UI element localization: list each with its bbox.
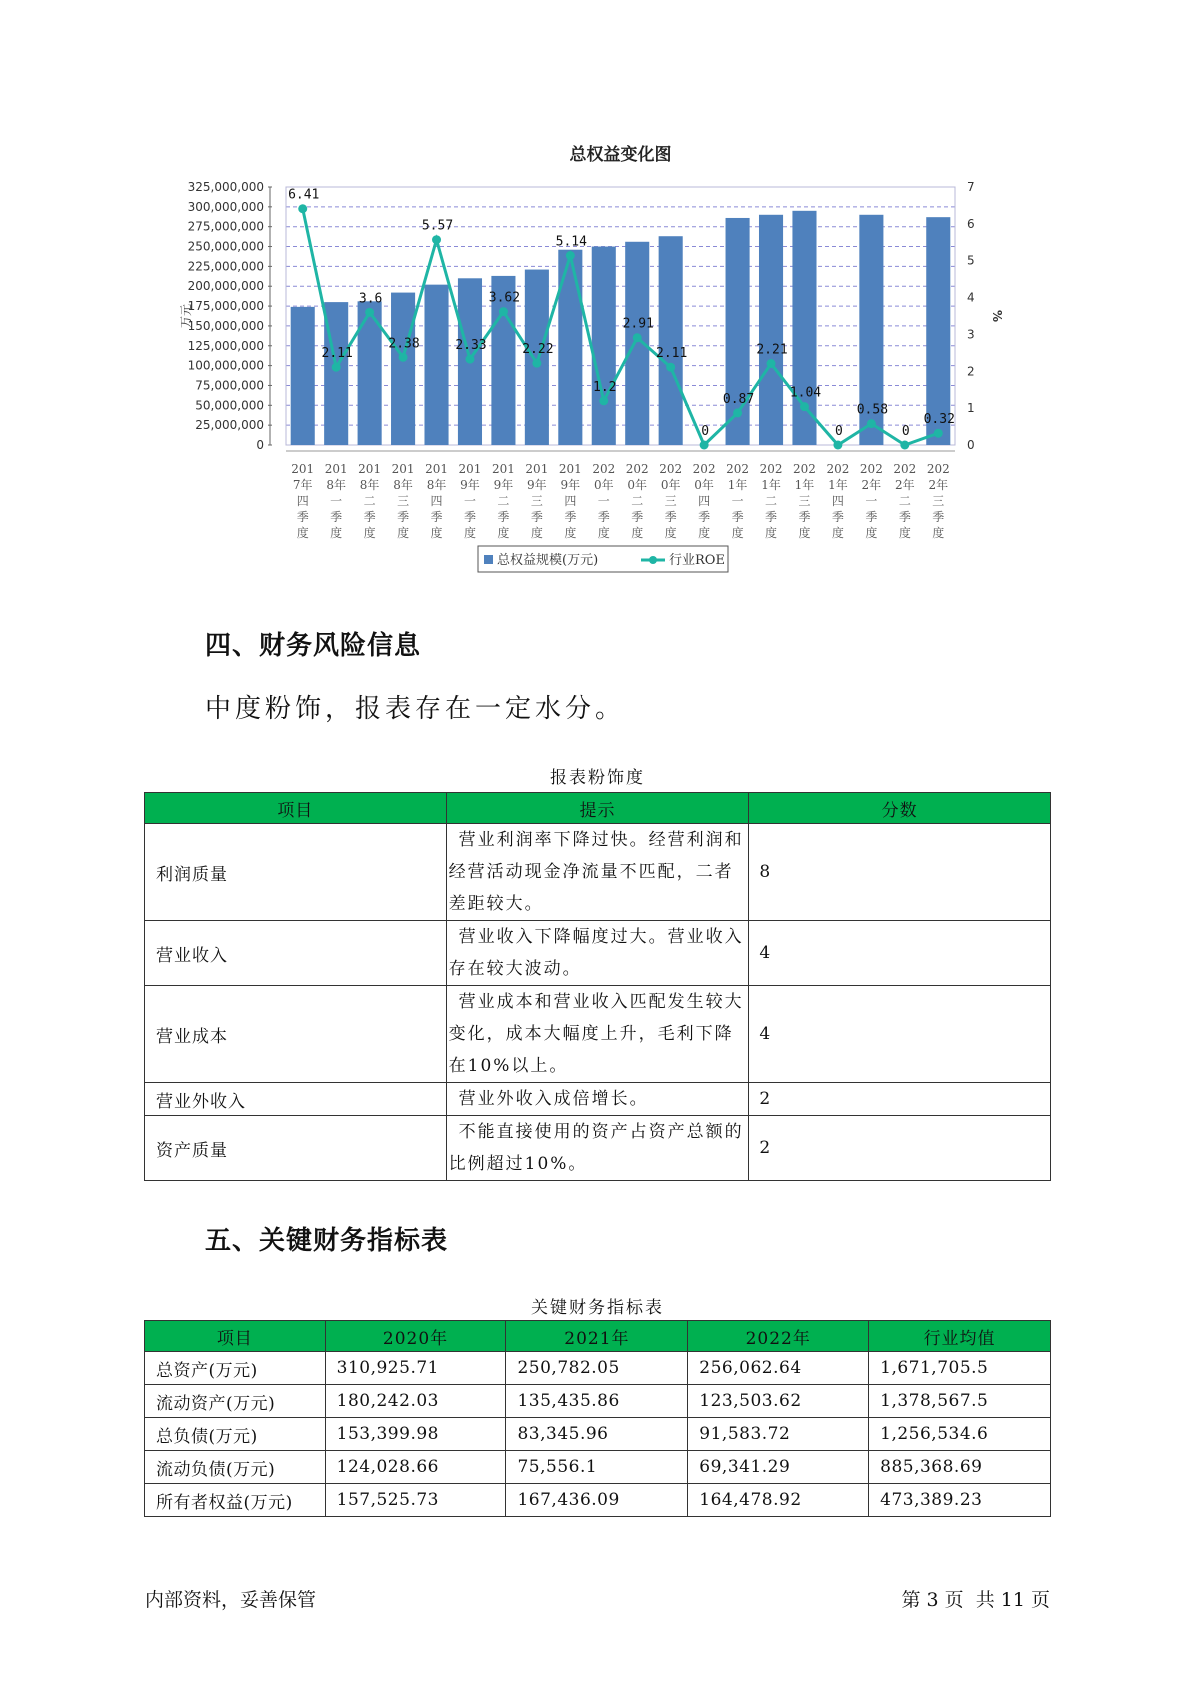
- kpi-header-2021: 2021年: [506, 1321, 688, 1352]
- kpi-cell: 1,671,705.5: [869, 1352, 1051, 1385]
- y-left-tick-label: 0: [256, 438, 264, 452]
- bar: [592, 247, 616, 445]
- y-right-tick-label: 6: [967, 216, 975, 231]
- kpi-table: [144, 1320, 1051, 1517]
- kpi-cell: 1,256,534.6: [869, 1418, 1051, 1451]
- roe-data-label: 0: [835, 424, 843, 439]
- risk-cell-hint: 营业利润率下降过快。经营利润和经营活动现金净流量不匹配，二者差距较大。: [446, 824, 749, 921]
- legend-swatch-bar: [484, 555, 493, 564]
- roe-data-label: 3.6: [358, 291, 383, 307]
- kpi-cell: 所有者权益(万元): [145, 1484, 326, 1517]
- kpi-cell: 473,389.23: [869, 1484, 1051, 1517]
- x-tick-label: 201 9年四季度: [558, 462, 582, 540]
- y-right-tick-label: 4: [967, 290, 975, 305]
- kpi-cell: 流动负债(万元): [145, 1451, 326, 1484]
- bar: [391, 293, 415, 445]
- table-row: [145, 1484, 1051, 1517]
- roe-data-label: 3.62: [488, 290, 521, 306]
- kpi-cell: 885,368.69: [869, 1451, 1051, 1484]
- risk-cell-score: 4: [749, 986, 1051, 1083]
- equity-chart-svg: [180, 130, 1020, 590]
- x-tick-label: 201 7年四季度: [291, 462, 315, 540]
- roe-point: [298, 204, 307, 213]
- x-tick-label: 202 1年一季度: [726, 462, 750, 540]
- risk-table-header-row: [145, 793, 1051, 824]
- roe-point: [365, 308, 374, 317]
- roe-point: [599, 396, 608, 405]
- y-right-tick-label: 3: [967, 327, 975, 342]
- y-left-tick-label: 25,000,000: [195, 418, 264, 433]
- roe-point: [432, 235, 441, 244]
- roe-point: [666, 363, 675, 372]
- y-right-tick-label: 2: [967, 364, 975, 379]
- roe-data-label: 0: [901, 424, 910, 439]
- y-left-tick-label: 225,000,000: [187, 259, 264, 274]
- roe-point: [767, 359, 776, 368]
- bar: [525, 270, 549, 445]
- roe-data-label: 0.58: [856, 402, 889, 418]
- kpi-cell: 91,583.72: [688, 1418, 869, 1451]
- risk-cell-score: 8: [749, 824, 1051, 921]
- bar: [424, 285, 448, 445]
- kpi-header-2020: 2020年: [325, 1321, 506, 1352]
- roe-data-label: 2.91: [622, 316, 654, 332]
- y-right-axis-label: %: [990, 309, 1004, 323]
- risk-header-score: 分数: [749, 793, 1051, 824]
- x-tick-label: 201 8年一季度: [324, 462, 348, 540]
- roe-data-label: 0: [701, 424, 710, 439]
- roe-point: [633, 333, 642, 342]
- x-tick-label: 202 2年三季度: [926, 462, 950, 540]
- chart-title: 总权益变化图: [569, 145, 672, 165]
- kpi-cell: 83,345.96: [506, 1418, 688, 1451]
- roe-data-label: 2.11: [656, 346, 688, 362]
- roe-data-label: 0.32: [923, 412, 955, 428]
- kpi-table-header-row: [145, 1321, 1051, 1352]
- risk-cell-item: 营业收入: [145, 921, 447, 986]
- plot-frame: [286, 187, 955, 445]
- table-row: [145, 1083, 1051, 1116]
- risk-header-hint: 提示: [446, 793, 749, 824]
- kpi-cell: 167,436.09: [506, 1484, 688, 1517]
- x-tick-label: 202 2年二季度: [893, 462, 917, 540]
- footer-confidential: 内部资料，妥善保管: [145, 1589, 317, 1611]
- roe-data-label: 2.33: [455, 338, 487, 354]
- table-row: [145, 1451, 1051, 1484]
- y-right-tick-label: 1: [967, 401, 975, 416]
- roe-data-label: 2.38: [388, 336, 420, 352]
- y-right-tick-label: 0: [967, 438, 975, 452]
- risk-cell-score: 2: [749, 1116, 1051, 1181]
- kpi-cell: 1,378,567.5: [869, 1385, 1051, 1418]
- table-row: [145, 1385, 1051, 1418]
- roe-point: [465, 355, 474, 364]
- y-left-tick-label: 275,000,000: [187, 219, 264, 234]
- risk-cell-item: 营业外收入: [145, 1083, 447, 1116]
- kpi-header-2022: 2022年: [688, 1321, 869, 1352]
- roe-point: [733, 408, 742, 417]
- roe-point: [833, 441, 842, 450]
- roe-data-label: 1.2: [593, 379, 617, 395]
- roe-point: [934, 429, 943, 438]
- kpi-cell: 180,242.03: [325, 1385, 506, 1418]
- roe-data-label: 5.57: [421, 218, 454, 234]
- x-tick-label: 202 0年二季度: [625, 462, 649, 540]
- x-tick-label: 201 9年二季度: [491, 462, 515, 540]
- risk-header-item: 项目: [145, 793, 447, 824]
- roe-data-label: 1.04: [789, 385, 822, 401]
- table-row: [145, 1418, 1051, 1451]
- bar: [659, 236, 683, 445]
- y-left-tick-label: 50,000,000: [195, 398, 264, 413]
- legend-swatch-point: [649, 556, 657, 564]
- kpi-cell: 总负债(万元): [145, 1418, 326, 1451]
- y-left-tick-label: 200,000,000: [187, 279, 264, 294]
- roe-point: [532, 359, 541, 368]
- kpi-cell: 310,925.71: [325, 1352, 506, 1385]
- kpi-cell: 流动资产(万元): [145, 1385, 326, 1418]
- x-tick-label: 202 1年四季度: [826, 462, 850, 540]
- roe-point: [499, 307, 508, 316]
- kpi-cell: 69,341.29: [688, 1451, 869, 1484]
- kpi-cell: 256,062.64: [688, 1352, 869, 1385]
- legend-label-roe: 行业ROE: [669, 553, 725, 568]
- risk-table-caption: 报表粉饰度: [550, 768, 645, 788]
- risk-cell-item: 营业成本: [145, 986, 447, 1083]
- y-left-tick-label: 325,000,000: [187, 180, 264, 194]
- risk-cell-hint: 营业收入下降幅度过大。营业收入存在较大波动。: [446, 921, 749, 986]
- x-tick-label: 202 0年一季度: [592, 462, 616, 540]
- risk-table-caption-wrap: [144, 763, 1051, 788]
- risk-cell-score: 4: [749, 921, 1051, 986]
- y-left-tick-label: 250,000,000: [187, 239, 264, 254]
- roe-point: [399, 353, 408, 362]
- roe-data-label: 2.11: [321, 346, 353, 362]
- y-left-tick-label: 150,000,000: [187, 318, 264, 333]
- footer-page-number: 第 3 页 共 11 页: [901, 1589, 1050, 1611]
- kpi-cell: 250,782.05: [506, 1352, 688, 1385]
- risk-cell-hint: 营业外收入成倍增长。: [446, 1083, 749, 1116]
- roe-point: [332, 363, 341, 372]
- roe-data-label: 6.41: [288, 187, 320, 203]
- y-left-tick-label: 100,000,000: [187, 358, 264, 373]
- y-left-tick-label: 300,000,000: [187, 199, 264, 214]
- bar: [759, 215, 783, 445]
- kpi-cell: 123,503.62: [688, 1385, 869, 1418]
- y-right-tick-label: 5: [967, 253, 975, 268]
- risk-summary-text: 中度粉饰，报表存在一定水分。: [205, 694, 626, 724]
- y-left-tick-label: 175,000,000: [187, 299, 264, 314]
- x-tick-label: 202 1年二季度: [759, 462, 783, 540]
- roe-point: [700, 441, 709, 450]
- kpi-cell: 124,028.66: [325, 1451, 506, 1484]
- x-tick-label: 201 9年三季度: [525, 462, 549, 540]
- kpi-cell: 157,525.73: [325, 1484, 506, 1517]
- table-row: [145, 824, 1051, 921]
- kpi-table-caption: 关键财务指标表: [531, 1298, 664, 1318]
- x-tick-label: 202 2年一季度: [859, 462, 883, 540]
- x-tick-label: 202 1年三季度: [793, 462, 816, 540]
- y-left-tick-label: 75,000,000: [195, 378, 264, 393]
- roe-data-label: 2.21: [756, 342, 788, 358]
- y-right-tick-label: 7: [967, 180, 975, 194]
- roe-data-label: 2.22: [522, 342, 554, 358]
- roe-point: [867, 419, 876, 428]
- x-tick-label: 201 8年三季度: [391, 462, 415, 540]
- kpi-header-item: 项目: [145, 1321, 326, 1352]
- bar: [291, 307, 315, 445]
- kpi-cell: 135,435.86: [506, 1385, 688, 1418]
- roe-point: [900, 441, 909, 450]
- equity-chart: [180, 130, 1020, 590]
- section-heading-kpi: 五、关键财务指标表: [205, 1226, 449, 1256]
- risk-cell-item: 资产质量: [145, 1116, 447, 1181]
- kpi-cell: 164,478.92: [688, 1484, 869, 1517]
- legend-label-equity: 总权益规模(万元): [497, 553, 599, 568]
- risk-cell-hint: 营业成本和营业收入匹配发生较大变化，成本大幅度上升，毛利下降在10%以上。: [446, 986, 749, 1083]
- risk-cell-hint: 不能直接使用的资产占资产总额的比例超过10%。: [446, 1116, 749, 1181]
- y-left-tick-label: 125,000,000: [187, 338, 264, 353]
- table-row: [145, 1352, 1051, 1385]
- roe-data-label: 5.14: [555, 234, 587, 250]
- roe-point: [800, 402, 809, 411]
- x-tick-label: 201 8年二季度: [358, 462, 382, 540]
- x-tick-label: 202 0年三季度: [659, 462, 683, 540]
- risk-cell-score: 2: [749, 1083, 1051, 1116]
- risk-cell-item: 利润质量: [145, 824, 447, 921]
- risk-table: [144, 792, 1051, 1181]
- kpi-cell: 总资产(万元): [145, 1352, 326, 1385]
- roe-data-label: 0.87: [722, 391, 755, 407]
- table-row: [145, 921, 1051, 986]
- bar: [926, 217, 950, 445]
- y-left-axis-label: 万元: [180, 303, 193, 329]
- roe-point: [566, 251, 575, 260]
- kpi-cell: 153,399.98: [325, 1418, 506, 1451]
- kpi-table-caption-wrap: [144, 1293, 1051, 1318]
- section-heading-risk: 四、财务风险信息: [205, 631, 422, 661]
- x-tick-label: 201 8年四季度: [425, 462, 448, 540]
- table-row: [145, 986, 1051, 1083]
- kpi-cell: 75,556.1: [506, 1451, 688, 1484]
- x-tick-label: 202 0年四季度: [692, 462, 716, 540]
- kpi-header-industry-avg: 行业均值: [869, 1321, 1051, 1352]
- table-row: [145, 1116, 1051, 1181]
- x-tick-label: 201 9年一季度: [458, 462, 482, 540]
